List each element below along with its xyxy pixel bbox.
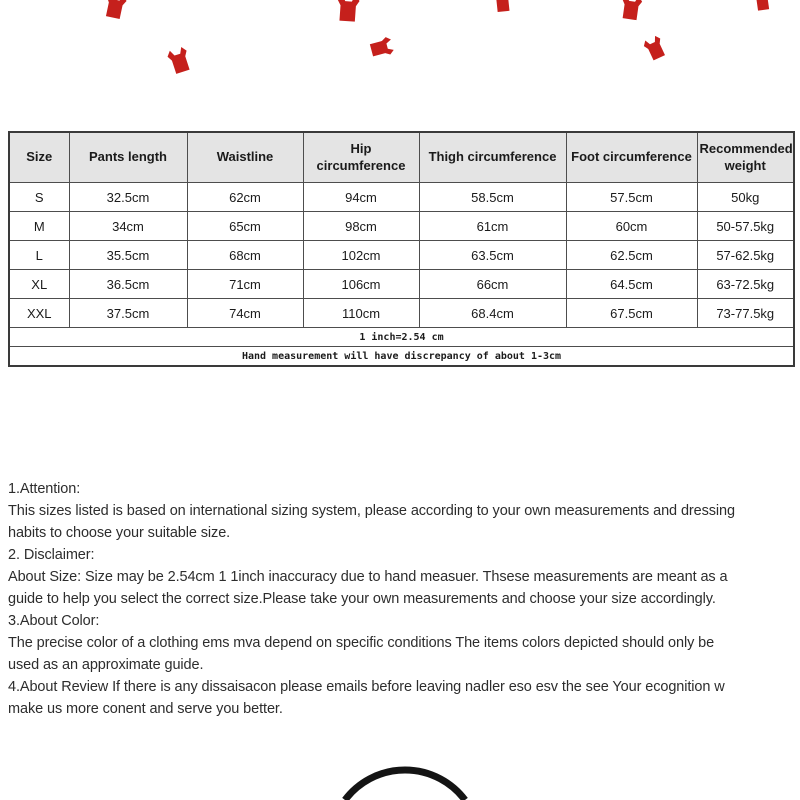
- note-line: 1.Attention:: [8, 481, 81, 497]
- size-chart-table: [8, 131, 795, 367]
- header-cell: Size: [9, 132, 69, 183]
- header-cell: Hip circumference: [303, 132, 419, 183]
- value-cell: 58.5cm: [419, 183, 566, 212]
- garment-icon: [493, 0, 512, 12]
- value-cell: 37.5cm: [69, 299, 187, 328]
- value-cell: 60cm: [566, 212, 697, 241]
- table-header-row: [9, 132, 794, 183]
- value-cell: 50kg: [697, 183, 794, 212]
- table-footnote-row: [9, 347, 794, 367]
- value-cell: 102cm: [303, 241, 419, 270]
- value-cell: 61cm: [419, 212, 566, 241]
- inch-conversion-note: 1 inch=2.54 cm: [9, 328, 794, 347]
- value-cell: 98cm: [303, 212, 419, 241]
- note-line: habits to choose your suitable size.: [8, 525, 231, 541]
- value-cell: 62.5cm: [566, 241, 697, 270]
- value-cell: 36.5cm: [69, 270, 187, 299]
- header-cell: Waistline: [187, 132, 303, 183]
- garment-icon: [620, 0, 643, 21]
- value-cell: 57.5cm: [566, 183, 697, 212]
- value-cell: 74cm: [187, 299, 303, 328]
- note-line: guide to help you select the correct size.Please take your own measurements and choose your size accordingly.: [8, 591, 716, 607]
- note-line: About Size: Size may be 2.54cm 1 1inch inaccuracy due to hand measuer. Thsese measurements are meant as a: [8, 569, 728, 585]
- note-line: This sizes listed is based on international sizing system, please according to your own measurements and dressing: [8, 503, 735, 519]
- measurement-discrepancy-note: Hand measurement will have discrepancy of about 1-3cm: [9, 347, 794, 367]
- garment-icon: [642, 34, 667, 61]
- note-line: 3.About Color:: [8, 613, 100, 629]
- value-cell: 68cm: [187, 241, 303, 270]
- header-cell: Foot circumference: [566, 132, 697, 183]
- value-cell: 73-77.5kg: [697, 299, 794, 328]
- note-line: 2. Disclaimer:: [8, 547, 95, 563]
- value-cell: 71cm: [187, 270, 303, 299]
- value-cell: 64.5cm: [566, 270, 697, 299]
- size-cell: M: [9, 212, 69, 241]
- table-row: [9, 270, 794, 299]
- table-row: [9, 212, 794, 241]
- value-cell: 57-62.5kg: [697, 241, 794, 270]
- circle-arc-decoration: [0, 760, 800, 800]
- garment-icon: [336, 0, 360, 22]
- table-row: [9, 299, 794, 328]
- garment-icon: [103, 0, 128, 20]
- value-cell: 66cm: [419, 270, 566, 299]
- garment-icon-group: [103, 0, 772, 75]
- value-cell: 62cm: [187, 183, 303, 212]
- value-cell: 34cm: [69, 212, 187, 241]
- note-line: The precise color of a clothing ems mva depend on specific conditions The items colors depicted should only be: [8, 635, 715, 651]
- arc-path: [345, 770, 465, 800]
- hanging-clothes-decoration: [0, 0, 800, 90]
- size-cell: XXL: [9, 299, 69, 328]
- table-row: [9, 183, 794, 212]
- note-line: make us more conent and serve you better.: [8, 701, 283, 717]
- value-cell: 68.4cm: [419, 299, 566, 328]
- size-cell: XL: [9, 270, 69, 299]
- value-cell: 50-57.5kg: [697, 212, 794, 241]
- value-cell: 94cm: [303, 183, 419, 212]
- header-cell: Recommended weight: [697, 132, 794, 183]
- notes-section: [8, 478, 796, 720]
- note-line: 4.About Review If there is any dissaisacon please emails before leaving nadler eso esv the see Your ecognition w: [8, 679, 725, 695]
- value-cell: 67.5cm: [566, 299, 697, 328]
- note-line: used as an approximate guide.: [8, 657, 204, 673]
- value-cell: 63.5cm: [419, 241, 566, 270]
- table-footnote-row: [9, 328, 794, 347]
- header-cell: Pants length: [69, 132, 187, 183]
- garment-icon: [369, 36, 395, 59]
- value-cell: 110cm: [303, 299, 419, 328]
- value-cell: 35.5cm: [69, 241, 187, 270]
- value-cell: 63-72.5kg: [697, 270, 794, 299]
- size-cell: S: [9, 183, 69, 212]
- garment-icon: [166, 46, 192, 75]
- value-cell: 32.5cm: [69, 183, 187, 212]
- table-row: [9, 241, 794, 270]
- value-cell: 106cm: [303, 270, 419, 299]
- header-cell: Thigh circumference: [419, 132, 566, 183]
- value-cell: 65cm: [187, 212, 303, 241]
- garment-icon: [753, 0, 772, 11]
- size-cell: L: [9, 241, 69, 270]
